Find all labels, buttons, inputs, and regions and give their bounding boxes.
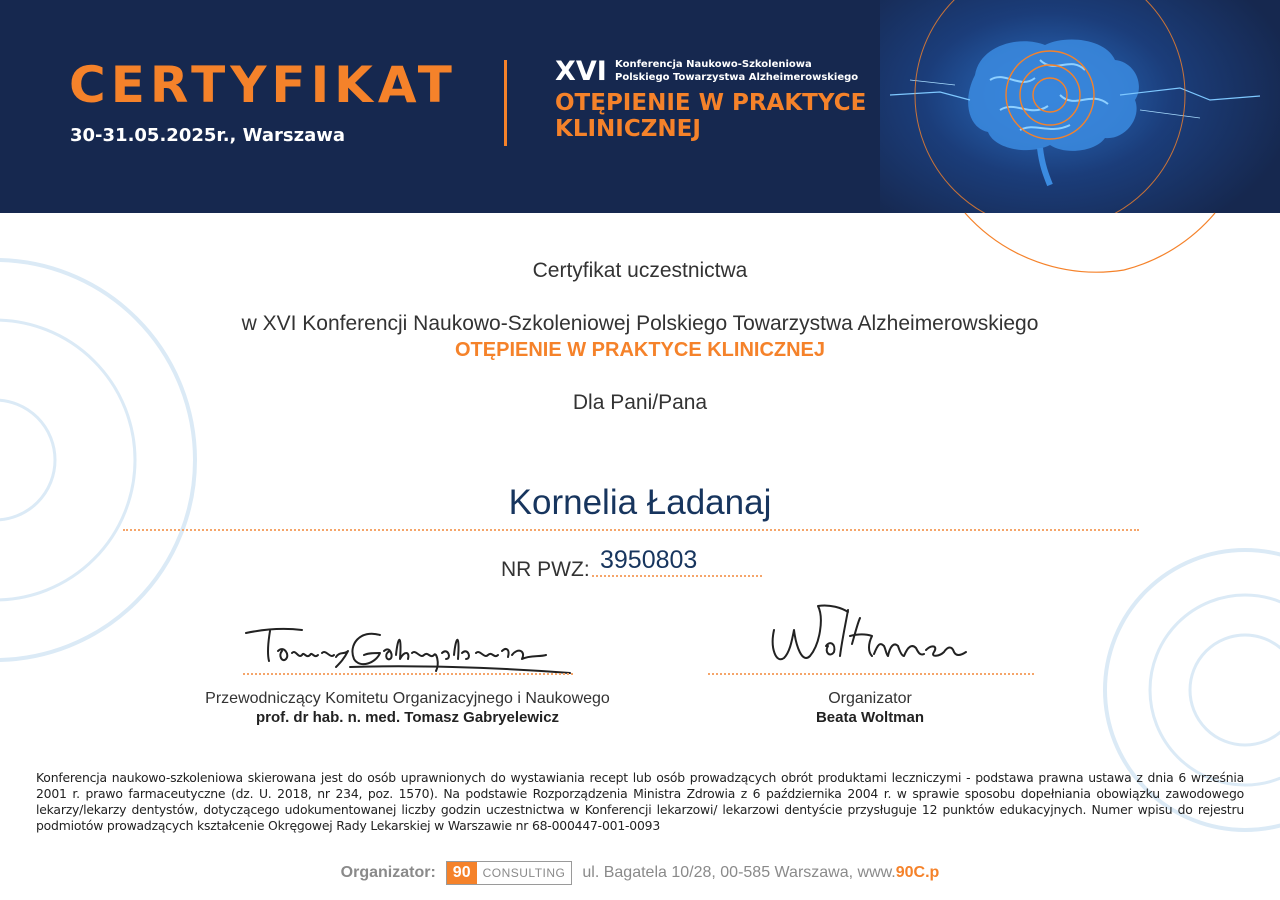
certificate-heading: Certyfikat uczestnictwa (532, 259, 748, 282)
name-underline (123, 529, 1139, 531)
pwz-label: NR PWZ: (501, 558, 590, 581)
conference-title: OTĘPIENIE W PRAKTYCE KLINICZNEJ (454, 339, 826, 361)
footer (0, 860, 1280, 886)
right-signature-line (708, 673, 1034, 675)
conference-number: XVI (555, 56, 607, 87)
footer-website-link[interactable]: 90C.p (895, 864, 940, 881)
pwz-underline (592, 575, 762, 577)
left-signatory-name: prof. dr hab. n. med. Tomasz Gabryelewicz (255, 709, 560, 726)
footer-address: ul. Bagatela 10/28, 00-585 Warszawa, www. (582, 864, 896, 881)
right-signature (768, 600, 978, 672)
conference-subtitle-line2: Polskiego Towarzystwa Alzheimerowskiego (615, 72, 859, 83)
footer-organizer-label: Organizator: (340, 864, 436, 881)
organizer-logo (446, 861, 573, 885)
right-signatory-role: Organizator (828, 690, 912, 707)
organizer-logo-word: CONSULTING (482, 866, 566, 880)
conference-name-line1: OTĘPIENIE W PRAKTYCE (555, 90, 867, 116)
organizer-logo-number: 90 (447, 862, 477, 884)
conference-name-line2: KLINICZNEJ (555, 116, 701, 142)
right-signatory-name: Beata Woltman (815, 709, 925, 726)
left-signature-line (243, 673, 573, 675)
header-banner (0, 0, 1280, 213)
conference-line: w XVI Konferencji Naukowo-Szkoleniowej Polskiego Towarzystwa Alzheimerowskiego (241, 312, 1039, 335)
footer-address-line (582, 864, 939, 882)
brain-icon (880, 0, 1280, 213)
left-signature (240, 615, 580, 677)
conference-subtitle-line1: Konferencja Naukowo-Szkoleniowa (615, 59, 812, 70)
banner-divider (504, 60, 507, 146)
pwz-number: 3950803 (600, 546, 698, 574)
addressee-label: Dla Pani/Pana (572, 391, 708, 414)
event-date-location: 30-31.05.2025r., Warszawa (70, 125, 345, 146)
certificate-title: CERTYFIKAT (69, 56, 457, 114)
conference-name (555, 90, 885, 142)
participant-name: Kornelia Ładanaj (508, 483, 772, 522)
legal-notice: Konferencja naukowo-szkoleniowa skierowana jest do osób uprawnionych do wystawiania recept lub osób prowadzących obrót produktami leczniczymi - podstawa prawna ustawa z dnia 6 września 2001 r. prawo farmaceutyczne (dz. U. 2018, nr 234, poz. 1570). Na podstawie Rozporządzenia Ministra Zdrowia z 6 października 2004 r. w sprawie sposobu dopełniania obowiązku zawodowego lekarzy/lekarzy dentystów, dotyczącego udokumentowanej liczby godzin uczestnictwa w Konferencji lekarzowi/ lekarzowi dentyście przysługuje 12 punktów edukacyjnych. Numer wpisu do rejestru podmiotów prowadzących kształcenie Okręgowej Rady Lekarskiej w Warszawie nr 68-000447-001-0093 (36, 770, 1244, 833)
conference-subtitle (615, 58, 875, 84)
left-signatory-role: Przewodniczący Komitetu Organizacyjnego i Naukowego (205, 690, 610, 707)
